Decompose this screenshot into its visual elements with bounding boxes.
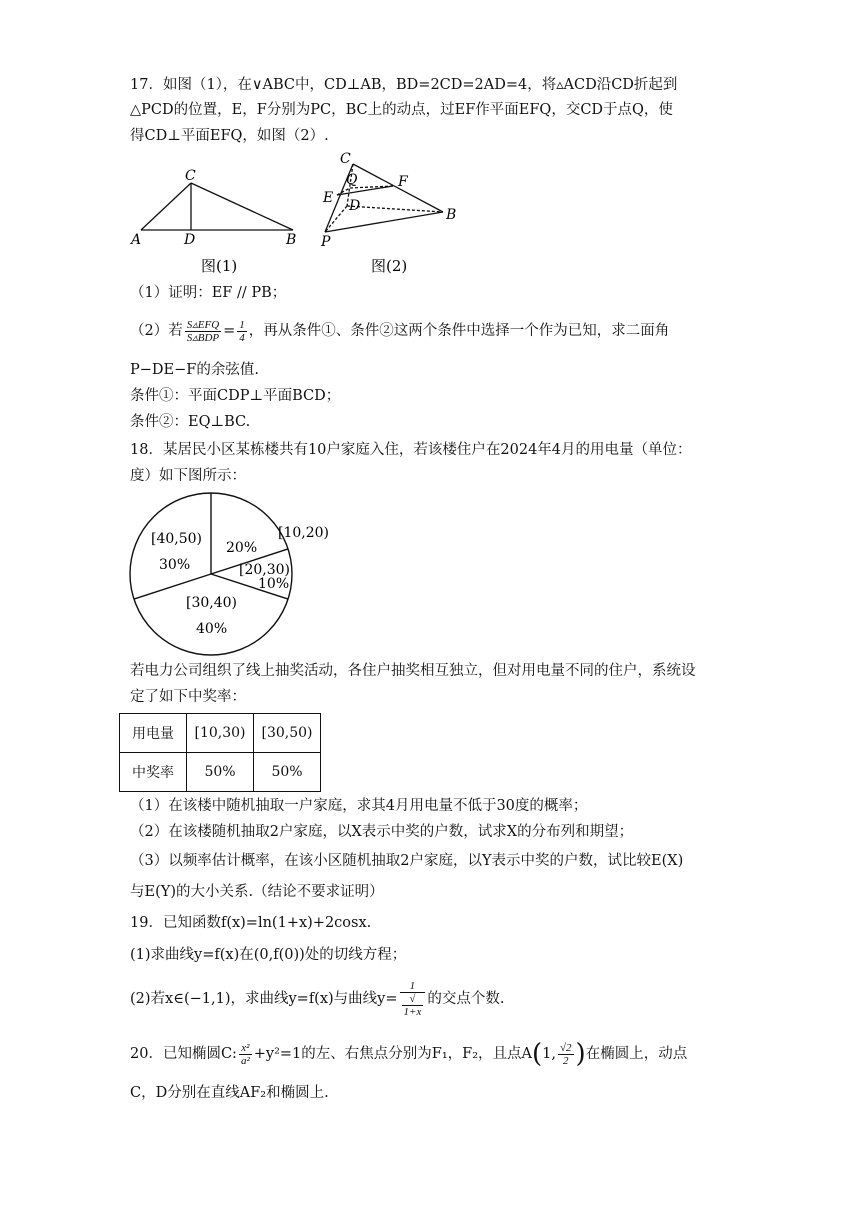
left-paren: (	[532, 1039, 543, 1069]
condition-1: 条件①：平面CDP⊥平面BCD；	[130, 388, 341, 404]
table-row	[120, 714, 321, 753]
figure-1-triangle	[141, 183, 293, 230]
fig2-label-q: Q	[346, 172, 358, 188]
q19-line-1: 19．已知函数f(x)=ln(1+x)+2cosx.	[130, 915, 372, 931]
area-ratio-numerator: S▵EFQ	[186, 318, 220, 331]
x2-numerator: x²	[239, 1042, 252, 1055]
q20-line-1-prefix: 20．已知椭圆C:	[130, 1046, 237, 1062]
table-cell-rate-30-50: 50%	[254, 753, 321, 792]
q19-line-2: (1)求曲线y=f(x)在(0,f(0))处的切线方程；	[130, 947, 407, 963]
q17-line-1: 17．如图（1），在∨ABC中，CD⊥AB，BD=2CD=2AD=4，将▵ACD沿CD折起到	[130, 77, 678, 93]
q18-line-4: 定了如下中奖率：	[130, 689, 246, 705]
q19-line-3-prefix: (2)若x∈(−1,1)，求曲线y=f(x)与曲线y=	[130, 991, 398, 1007]
condition-2: 条件②：EQ⊥BC.	[130, 414, 251, 430]
fig1-label-a: A	[131, 232, 142, 248]
area-ratio-denominator: S▵BDP	[186, 331, 220, 344]
q18-sub-2: （2）在该楼随机抽取2户家庭，以X表示中奖的户数，试求X的分布列和期望；	[130, 824, 634, 840]
q17-part-2	[130, 316, 669, 346]
reciprocal-denominator: √ 1+x	[403, 993, 422, 1018]
usage-pie-chart	[126, 490, 330, 658]
q17-part-2-prefix: （2）若	[130, 323, 183, 339]
q17-line-2: △PCD的位置，E，F分别为PC，BC上的动点，过EF作平面EFQ，交CD于点Q，使	[130, 102, 673, 118]
q20-line-1-middle: +y²=1的左、右焦点分别为F₁，F₂，且点A	[253, 1046, 532, 1062]
pie-label-40-50: [40,50)	[151, 531, 203, 547]
fig1-caption: 图(1)	[201, 257, 238, 275]
q17-part-2-line-2: P−DE−F的余弦值.	[130, 362, 259, 378]
fig2-label-p: P	[321, 234, 331, 250]
q19-line-3-suffix: 的交点个数.	[427, 991, 505, 1007]
q17-part-2-suffix: ，再从条件①、条件②这两个条件中选择一个作为已知，求二面角	[248, 323, 670, 339]
fig1-label-b: B	[286, 232, 297, 248]
q19-line-3	[130, 980, 504, 1018]
fig1-label-d: D	[184, 232, 196, 248]
q17-line-3: 得CD⊥平面EFQ，如图（2）.	[130, 128, 329, 144]
sqrt2-numerator: √2	[560, 1041, 572, 1054]
award-rate-table	[119, 713, 321, 792]
pie-label-30-40: [30,40)	[186, 595, 238, 611]
pie-label-20-30: [20,30)	[239, 562, 291, 578]
figure-2-tetrahedron	[325, 164, 443, 232]
right-paren: )	[575, 1039, 586, 1069]
pie-pct-40-50: 30%	[159, 557, 191, 573]
table-header-10-30: [10,30)	[187, 714, 254, 753]
q20-line-1-suffix: 在椭圆上，动点	[585, 1046, 688, 1062]
q17-part-1: （1）证明：EF // PB；	[130, 285, 287, 301]
table-cell-rate-label: 中奖率	[120, 753, 187, 792]
fig2-label-f: F	[398, 174, 408, 190]
table-header-usage: 用电量	[120, 714, 187, 753]
fig2-label-e: E	[323, 190, 334, 206]
quarter-denominator: 4	[239, 331, 245, 344]
reciprocal-numerator: 1	[400, 980, 426, 993]
two-denominator: 2	[563, 1054, 569, 1067]
quarter-fraction	[237, 319, 247, 344]
fig2-label-d: D	[349, 198, 361, 214]
table-cell-rate-10-30: 50%	[187, 753, 254, 792]
point-a-x: 1,	[542, 1046, 556, 1062]
fig2-caption: 图(2)	[371, 257, 408, 275]
area-ratio-equals: =	[223, 323, 236, 339]
pie-label-10-20: [10,20)	[278, 525, 330, 541]
pie-pct-10-20: 20%	[226, 540, 258, 556]
fig2-label-c: C	[340, 151, 351, 167]
q18-sub-3: （3）以频率估计概率，在该小区随机抽取2户家庭，以Y表示中奖的户数，试比较E(X)	[130, 853, 684, 869]
fig2-label-b: B	[446, 207, 457, 223]
q18-line-1: 18．某居民小区某栋楼共有10户家庭入住，若该楼住户在2024年4月的用电量（单位：	[130, 442, 692, 458]
pie-pct-30-40: 40%	[196, 621, 228, 637]
reciprocal-sqrt-fraction	[400, 980, 426, 1018]
q18-sub-1: （1）在该楼中随机抽取一户家庭，求其4月用电量不低于30度的概率；	[130, 798, 588, 814]
quarter-numerator: 1	[239, 318, 245, 331]
q18-line-2: 度）如下图所示：	[130, 468, 246, 484]
q18-line-3: 若电力公司组织了线上抽奖活动，各住户抽奖相互独立，但对用电量不同的住户，系统设	[130, 663, 696, 679]
table-row	[120, 753, 321, 792]
q18-sub-4: 与E(Y)的大小关系.（结论不要求证明）	[130, 884, 384, 900]
area-ratio-fraction	[185, 319, 221, 344]
q20-line-2: C，D分别在直线AF₂和椭圆上.	[130, 1085, 329, 1101]
sqrt-radicand: 1+x	[403, 1006, 422, 1018]
table-header-30-50: [30,50)	[254, 714, 321, 753]
x2-over-a2-fraction	[239, 1042, 252, 1067]
sqrt2-over-2-fraction	[558, 1042, 574, 1067]
a2-denominator: a²	[240, 1054, 250, 1067]
fig1-label-c: C	[185, 168, 196, 184]
pie-pct-20-30: 10%	[258, 576, 290, 592]
q17-figures	[125, 150, 475, 280]
q20-line-1	[130, 1036, 687, 1072]
